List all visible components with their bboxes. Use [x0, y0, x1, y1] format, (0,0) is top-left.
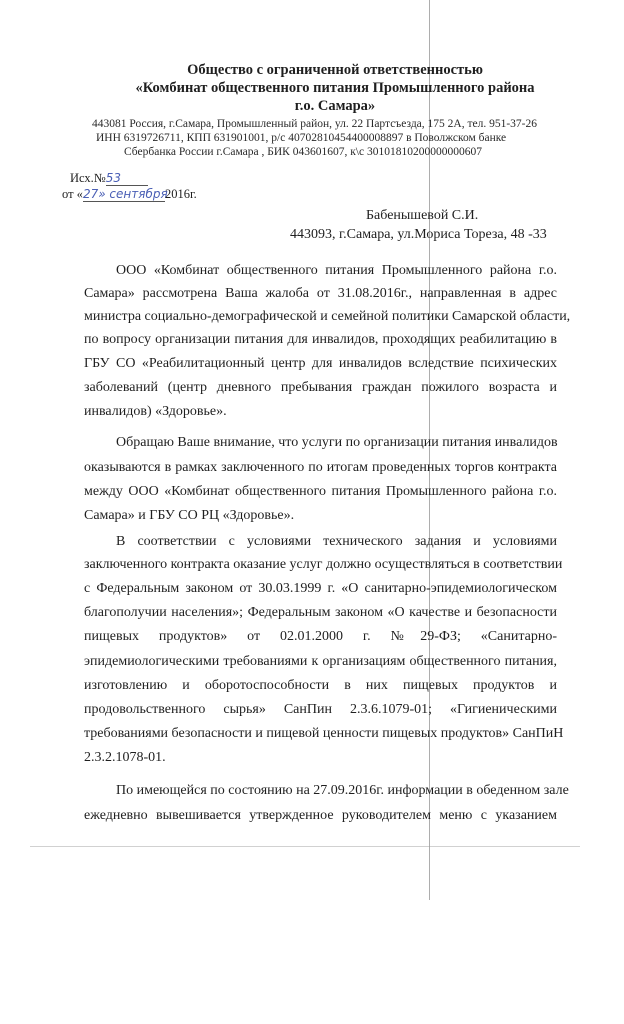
- body-line: требованиями безопасности и пищевой ценности пищевых продуктов» СанПиН: [84, 726, 564, 741]
- company-name-line-3: г.о. Самара»: [294, 98, 376, 114]
- body-line: благополучии населения»; Федеральным законом «О качестве и безопасности: [84, 605, 557, 620]
- company-name-line-2: «Комбинат общественного питания Промышленного района: [135, 80, 535, 96]
- company-bank-details: ИНН 6319726711, КПП 631901001, р/с 40702810454400008897 в Поволжском банке: [96, 132, 507, 144]
- body-line: эпидемиологическими требованиями к организациям общественного питания,: [84, 654, 557, 669]
- date-suffix: 2016г.: [164, 187, 197, 201]
- company-name-line-1: Общество с ограниченной ответственностью: [187, 62, 483, 78]
- body-line: ежедневно вывешивается утвержденное руководителем меню с указанием: [84, 808, 557, 823]
- body-line: между ООО «Комбинат общественного питания Промышленного района г.о.: [84, 484, 557, 499]
- body-line: по вопросу организации питания для инвалидов, проходящих реабилитацию в: [84, 332, 557, 347]
- scan-fold-line-horizontal: [30, 846, 580, 847]
- body-line: инвалидов) «Здоровье».: [84, 404, 227, 419]
- addressee-name: Бабенышевой С.И.: [366, 208, 479, 223]
- body-line: Самара» и ГБУ СО РЦ «Здоровье».: [84, 508, 295, 523]
- body-line: 2.3.2.1078-01.: [84, 750, 166, 765]
- body-line: По имеющейся по состоянию на 27.09.2016г. информации в обеденном зале: [116, 783, 569, 798]
- body-line: Обращаю Ваше внимание, что услуги по организации питания инвалидов: [116, 435, 558, 450]
- outgoing-number-label: Исх.№: [70, 171, 106, 185]
- body-line: изготовлению и оборотоспособности в них пищевых продуктов и: [84, 678, 557, 693]
- body-line: ООО «Комбинат общественного питания Промышленного района г.о.: [116, 263, 557, 278]
- company-bank-details-2: Сбербанка России г.Самара , БИК 043601607, к\с 30101810200000000607: [124, 146, 482, 158]
- company-address: 443081 Россия, г.Самара, Промышленный район, ул. 22 Партсъезда, 175 2А, тел. 951-37-26: [92, 118, 537, 130]
- date-handwritten: 27» сентября: [82, 187, 168, 201]
- body-line: с Федеральным законом от 30.03.1999 г. «О санитарно-эпидемиологическом: [84, 581, 557, 596]
- body-line: заключенного контракта оказание услуг должно осуществляться в соответствии: [84, 557, 563, 572]
- addressee-address: 443093, г.Самара, ул.Мориса Тореза, 48 -33: [290, 227, 547, 242]
- outgoing-number: [70, 171, 148, 186]
- body-line: ГБУ СО «Реабилитационный центр для инвалидов вследствие психических: [84, 356, 557, 371]
- outgoing-number-handwritten: 53: [105, 171, 121, 185]
- body-line: продовольственного сырья» СанПин 2.3.6.1079-01; «Гигиеническими: [84, 702, 557, 717]
- body-line: Самара» рассмотрена Ваша жалоба от 31.08.2016г., направленная в адрес: [84, 286, 557, 301]
- body-line: пищевых продуктов» от 02.01.2000 г. №29-ФЗ; «Санитарно-: [84, 629, 557, 644]
- outgoing-date: [62, 187, 197, 202]
- body-line: министра социально-демографической и семейной политики Самарской области,: [84, 309, 571, 324]
- body-line: заболеваний (центр дневного пребывания граждан пожилого возраста и: [84, 380, 557, 395]
- body-line: оказываются в рамках заключенного по итогам проведенных торгов контракта: [84, 460, 557, 475]
- date-prefix: от «: [62, 187, 83, 201]
- body-line: В соответствии с условиями технического задания и условиями: [116, 534, 557, 549]
